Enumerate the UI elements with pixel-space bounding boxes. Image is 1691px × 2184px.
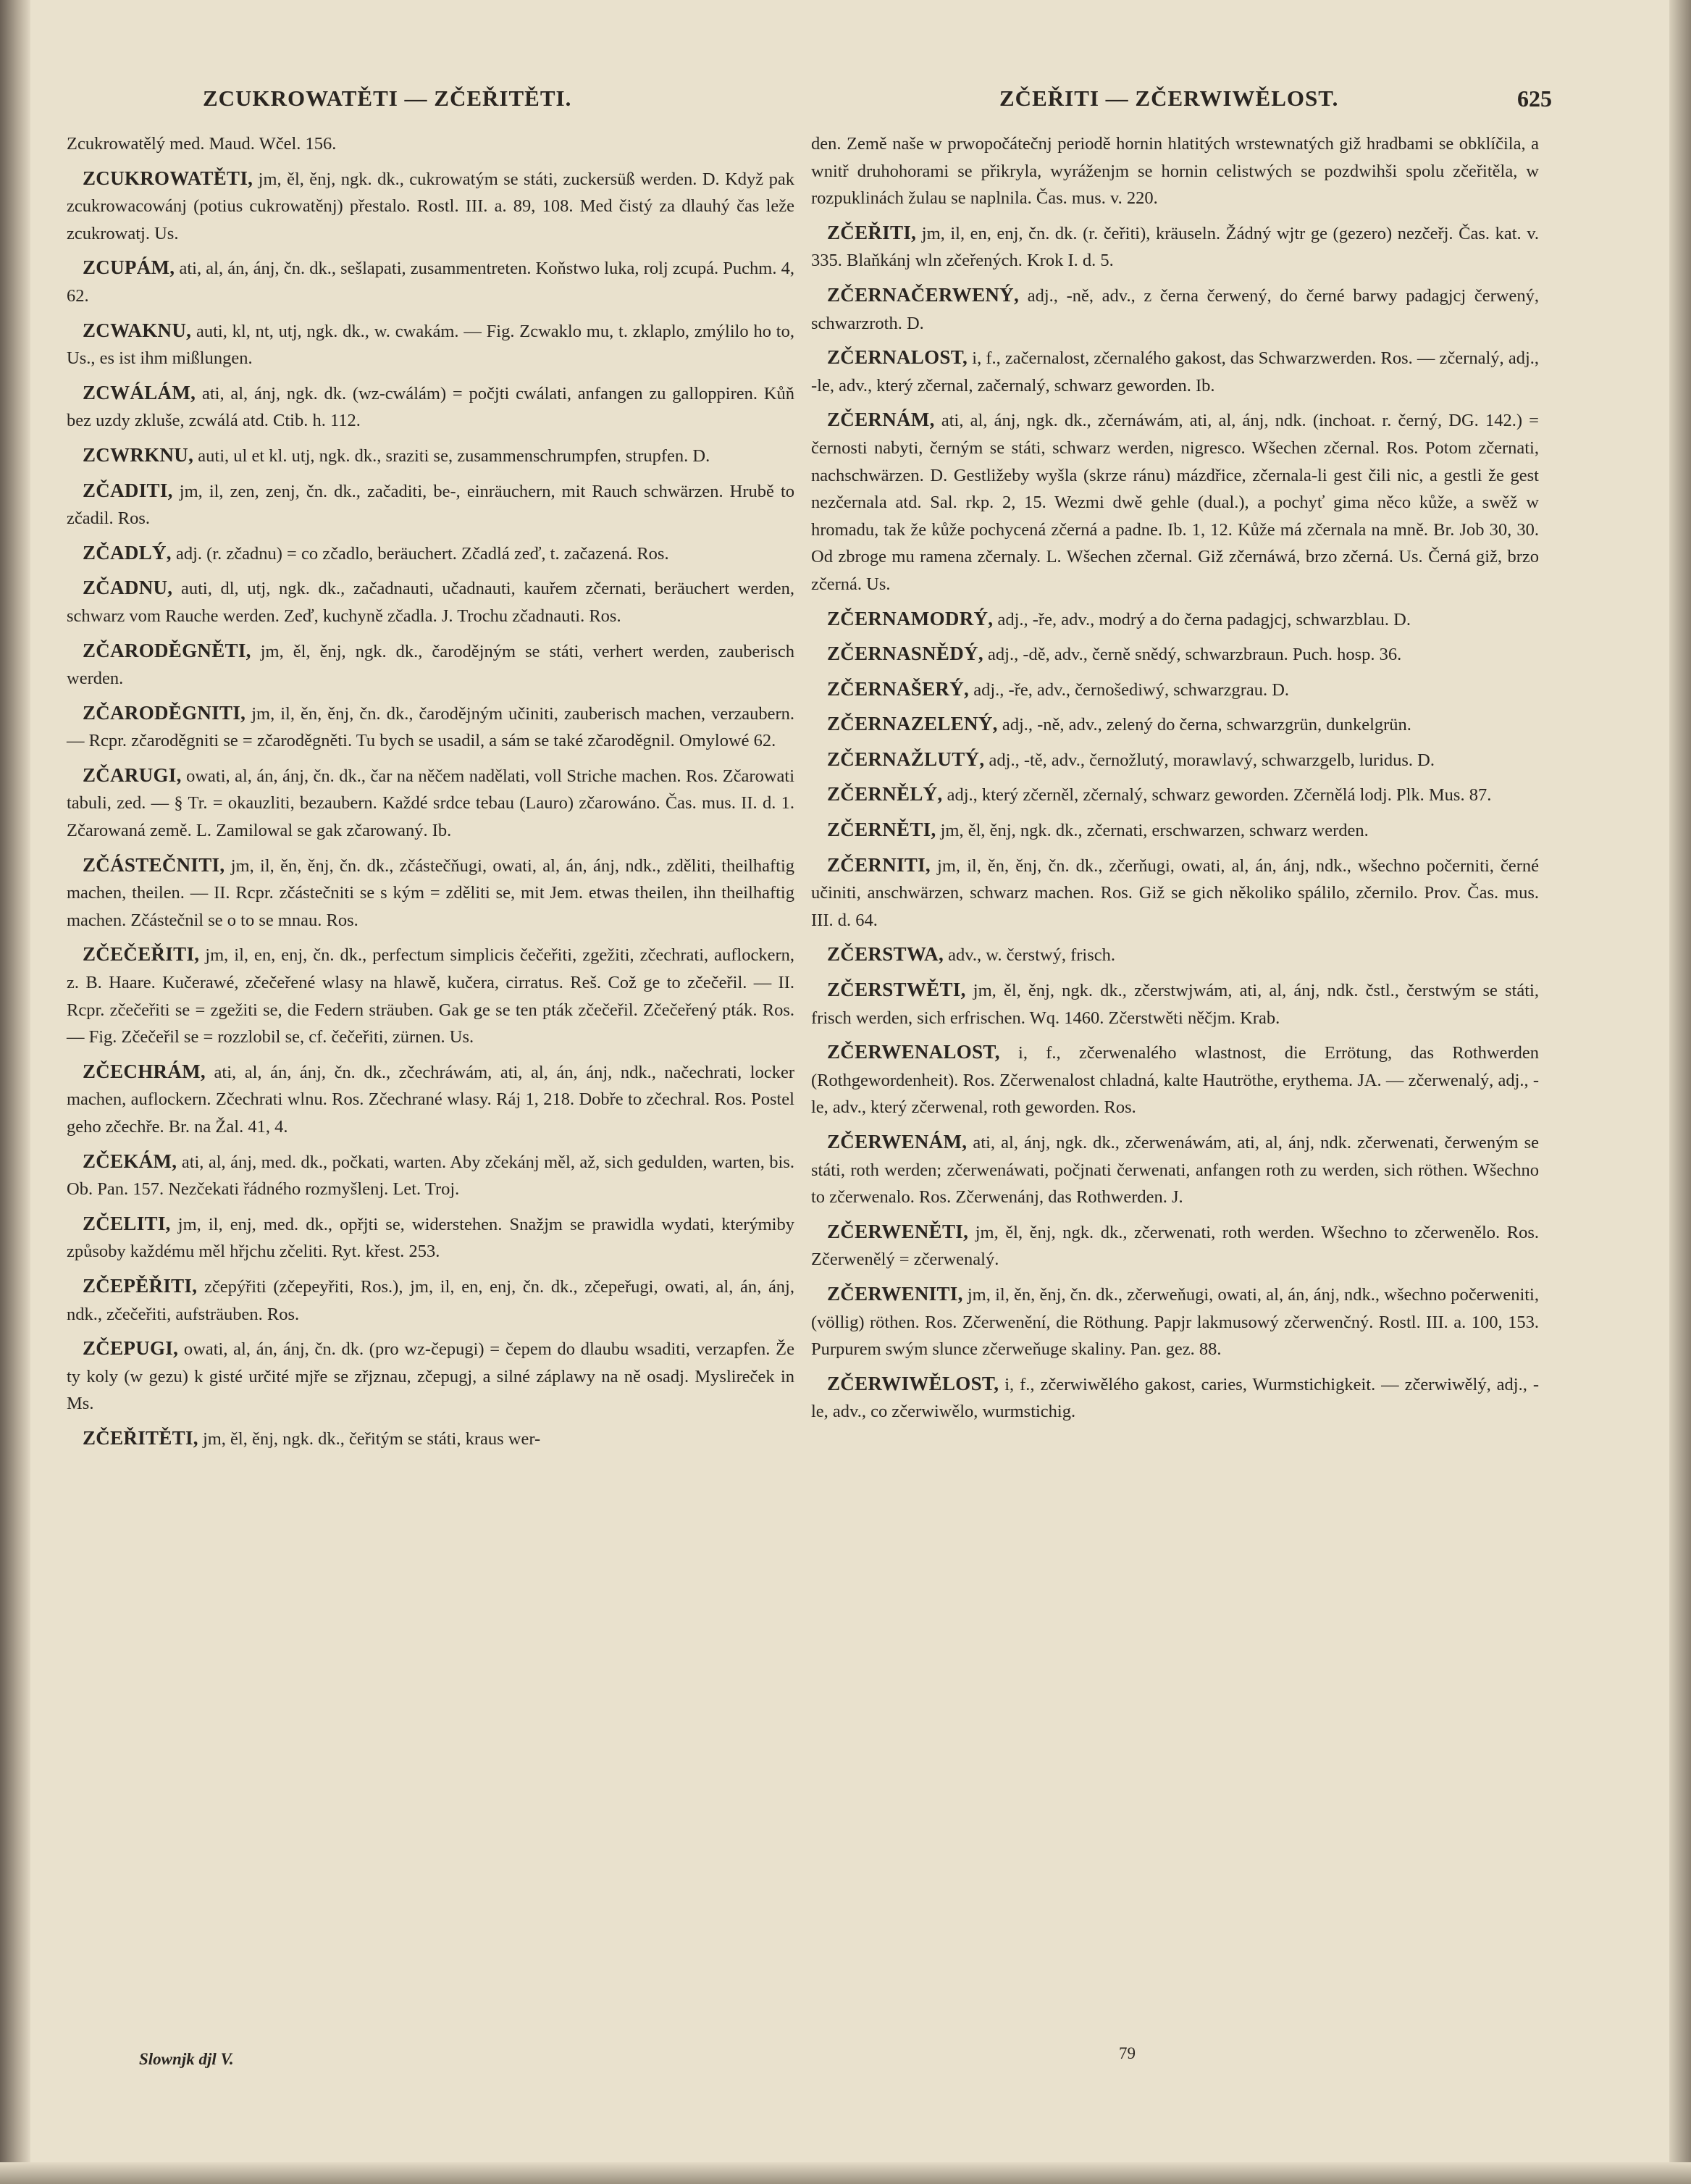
entry-headword: ZČECHRÁM, <box>83 1060 206 1082</box>
dictionary-entry <box>67 380 794 435</box>
entry-headword: ZČEŘITI, <box>827 221 917 243</box>
entry-headword: ZČERNÁM, <box>827 409 935 431</box>
entry-headword: ZČERNAMODRÝ, <box>827 607 994 629</box>
sheet-number: 79 <box>1119 2044 1136 2062</box>
entry-text: i, f., začernalost, zčernalého gakost, das Schwarzwerden. Ros. — zčernalý, adj., -le, adv., který zčernal, začernalý, schwarz geworden. Ib. <box>811 348 1539 396</box>
dictionary-entry <box>811 406 1539 598</box>
dictionary-entry <box>67 1210 794 1265</box>
dictionary-entry <box>67 477 794 532</box>
entry-text: jm, il, enj, med. dk., opřjti se, widerstehen. Snažjm se prawidla wydati, kterýmiby způsoby každému měl hřjchu zčeliti. Ryt. křest. 253. <box>67 1214 794 1262</box>
dictionary-entry <box>811 1129 1539 1211</box>
left-running-head: ZCUKROWATĚTI — ZČEŘITĚTI. <box>203 85 572 111</box>
dictionary-entry <box>67 852 794 934</box>
dictionary-entry <box>811 282 1539 337</box>
scan-edge-right <box>1669 0 1691 2184</box>
entry-headword: ZČERNĚLÝ, <box>827 783 943 806</box>
dictionary-entry <box>67 254 794 309</box>
dictionary-entry <box>67 762 794 845</box>
entry-headword: ZČEČEŘITI, <box>83 943 200 966</box>
right-running-head: ZČEŘITI — ZČERWIWĚLOST. <box>999 85 1339 111</box>
entry-headword: ZČERSTWĚTI, <box>827 979 966 1001</box>
entry-headword: ZČERWENÁM, <box>827 1131 968 1152</box>
dictionary-entry <box>67 1058 794 1141</box>
dictionary-entry <box>811 344 1539 399</box>
scan-edge-bottom <box>0 2162 1691 2184</box>
entry-text: jm, ěl, ěnj, ngk. dk., čeřitým se státi, kraus wer- <box>198 1428 541 1449</box>
entry-headword: ZČEŘITĚTI, <box>83 1426 198 1449</box>
entry-text: jm, ěl, ěnj, ngk. dk., zčernati, erschwarzen, schwarz werden. <box>936 821 1369 841</box>
entry-headword: ZCWRKNU, <box>83 443 194 466</box>
entry-text: ati, al, ánj, med. dk., počkati, warten. Aby zčekánj měl, až, sich gedulden, warten, bis. Ob. Pan. 157. Nezčekati řádného rozmyšlenj. Let. Troj. <box>67 1152 794 1200</box>
entry-headword: ZČADNU, <box>83 577 173 599</box>
entry-text: jm, il, ěn, ěnj, čn. dk., zčástečňugi, owati, al, án, ánj, ndk., zděliti, theilhaftig machen, theilen. — II. Rcpr. zčástečniti se s kým = zděliti se, mit Jem. etwas theilen, ihn theilhaftig machen. Zčástečnil se o to se mnau. Ros. <box>67 855 794 930</box>
dictionary-entry <box>811 1281 1539 1363</box>
entry-headword: ZCWÁLÁM, <box>83 381 196 403</box>
right-column <box>811 130 1539 1433</box>
entry-text: adj., -ře, adv., černošediwý, schwarzgrau. D. <box>969 679 1290 700</box>
left-column <box>67 130 794 1460</box>
entry-headword: ZČEPUGI, <box>83 1337 179 1360</box>
dictionary-entry <box>811 976 1539 1032</box>
entry-text: adv., w. čerstwý, frisch. <box>944 945 1115 966</box>
dictionary-entry <box>67 442 794 470</box>
dictionary-entry <box>811 711 1539 739</box>
dictionary-entry <box>67 700 794 755</box>
entry-headword: ZČERWENALOST, <box>827 1041 1000 1063</box>
entry-text: adj., -ně, adv., zelený do černa, schwarzgrün, dunkelgrün. <box>997 715 1411 735</box>
entry-text: Zcukrowatělý med. Maud. Wčel. 156. <box>67 134 337 154</box>
dictionary-entry <box>811 606 1539 634</box>
entry-text: adj., -ně, adv., z černa čerwený, do černé barwy padagjcj čerwený, schwarzroth. D. <box>811 285 1539 333</box>
entry-text: jm, ěl, ěnj, ngk. dk., zčerstwjwám, ati, al, ánj, ndk. čstl., čerstwým se státi, frisch werden, sich erfrischen. Wq. 1460. Zčerstwěti něčjm. Krab. <box>811 981 1539 1028</box>
entry-text: jm, il, ěn, ěnj, čn. dk., čarodějným učiniti, zauberisch machen, verzaubern. — Rcpr. zčaroděgniti se = zčaroděgněti. Tu bych se usadil, a sám se také zčaroděgnil. Omylowé 62. <box>67 703 794 751</box>
entry-headword: ZCUKROWATĚTI, <box>83 167 253 189</box>
entry-text: ati, al, án, ánj, čn. dk., sešlapati, zusammentreten. Koňstwo luka, rolj zcupá. Puchm. 4, 62. <box>67 259 794 306</box>
signature-mark: Slownjk djl V. <box>139 2050 234 2068</box>
entry-headword: ZČEPĚŘITI, <box>83 1274 198 1297</box>
entry-text: jm, ěl, ěnj, ngk. dk., zčerwenati, roth werden. Wšechno to zčerwenělo. Ros. Zčerwenělý = zčerwenalý. <box>811 1222 1539 1270</box>
page-number: 625 <box>1517 85 1552 112</box>
dictionary-entry <box>67 130 794 158</box>
dictionary-entry <box>67 1335 794 1418</box>
dictionary-entry <box>67 317 794 372</box>
entry-headword: ZČERNAZELENÝ, <box>827 713 998 735</box>
dictionary-entry <box>811 1218 1539 1273</box>
entry-text: jm, ěl, ěnj, ngk. dk., cukrowatým se státi, zuckersüß werden. D. Když pak zcukrowacowánj (potius cukrowatěnj) přestalo. Rostl. III. a. 89, 108. Med čistý za dlauhý čas leže zcukrowatj. Us. <box>67 169 794 243</box>
entry-text: adj. (r. zčadnu) = co zčadlo, beräuchert. Zčadlá zeď, t. začazená. Ros. <box>171 543 669 564</box>
entry-headword: ZČARODĚGNĚTI, <box>83 639 251 661</box>
entry-text: ati, al, ánj, ngk. dk., zčernáwám, ati, al, ánj, ndk. (inchoat. r. černý, DG. 142.) = černosti nabyti, černým se státi, schwarz werden, nigresco. Wšechen zčernal. Ros. Potom zčernati, nachschwärzen. D. Gestližeby wyšla (skrze ránu) mázdřice, zčernala-li gest čili nic, a gestli že gest nezčernala atd. Sal. rkp. 2, 15. Wezmi dwě gehle (dual.), a pochyť gima něco kůže, a swěž w hromadu, tak že kůže pochycená zčerná a padne. Ib. 1, 12. Kůže má zčernala na mně. Br. Job 30, 30. Od zbroge mu ramena zčernaly. L. Wšechen zčernal. Giž zčernáwá, brzo zčerná. Us. Černá giž, brzo zčerná. Us. <box>811 411 1539 594</box>
entry-text: auti, dl, utj, ngk. dk., začadnauti, učadnauti, kauřem zčernati, beräuchert werden, schwarz vom Rauche werden. Zeď, kuchyně zčadla. J. Trochu zčadnauti. Ros. <box>67 579 794 626</box>
dictionary-entry <box>811 781 1539 809</box>
entry-text: adj., -dě, adv., černě snědý, schwarzbraun. Puch. hosp. 36. <box>983 645 1402 665</box>
entry-text: ati, al, ánj, ngk. dk., zčerwenáwám, ati, al, ánj, ndk. zčerwenati, čerweným se státi, roth werden; zčerwenáwati, počjnati čerwenati, anfangen roth zu werden, sich röthen. Wšechno to zčerwenalo. Ros. Zčerwenánj, das Rothwerden. J. <box>811 1133 1539 1208</box>
entry-text: jm, il, en, enj, čn. dk. (r. čeřiti), kräuseln. Žádný wjtr ge (gezero) nezčeřj. Čas. kat. v. 335. Blaňkánj wln zčeřených. Krok I. d. 5. <box>811 223 1539 271</box>
dictionary-entry <box>67 1425 794 1453</box>
entry-text: den. Země naše w prwopočátečnj periodě hornin hlatitých wrstewnatých giž hradbami se obklíčila, a wnitř druhohorami se přikryla, wyráženjm se hornin celistwých se pozdwihši spolu zčeřitěla, w rozpuklinách žulau se naplnila. Čas. mus. v. 220. <box>811 134 1539 209</box>
dictionary-entry <box>67 1148 794 1203</box>
dictionary-entry <box>811 746 1539 774</box>
dictionary-entry <box>811 130 1539 212</box>
entry-headword: ZČERNĚTI, <box>827 819 936 841</box>
entry-headword: ZČÁSTEČNITI, <box>83 853 225 876</box>
scan-edge-left <box>0 0 30 2184</box>
entry-text: zčepýřiti (zčepeyřiti, Ros.), jm, il, en, enj, čn. dk., zčepeřugi, owati, al, án, ánj, ndk., zčečeřiti, aufsträuben. Ros. <box>67 1276 794 1324</box>
entry-text: owati, al, án, ánj, čn. dk., čar na něčem nadělati, voll Striche machen. Ros. Zčarowati tabuli, zed. — § Tr. = okauzliti, bezaubern. Každé srdce tebau (Lauro) zčarowáno. Čas. mus. II. d. 1. Zčarowaná země. L. Zamilowal se gak zčarowaný. Ib. <box>67 766 794 841</box>
dictionary-entry <box>67 165 794 248</box>
entry-text: ati, al, ánj, ngk. dk. (wz-cwálám) = počjti cwálati, anfangen zu galloppiren. Kůň bez uzdy zkluše, zcwálá atd. Ctib. h. 112. <box>67 383 794 431</box>
entry-text: jm, il, en, enj, čn. dk., perfectum simplicis čečeřiti, zgežiti, zčechrati, auflockern, z. B. Haare. Kučerawé, zčečeřené wlasy na hlawě, kučera, cirratus. Reš. Což ge to zčečeřil. — II. Rcpr. zčečeřiti se = zgežiti se, die Federn sträuben. Gak ge se ten pták zčečeřil. Zčečeřený pták. Ros. — Fig. Zčečeřil se = rozzlobil se, cf. čečeřiti, zürnen. Us. <box>67 945 794 1047</box>
entry-text: jm, ěl, ěnj, ngk. dk., čarodějným se státi, verhert werden, zauberisch werden. <box>67 641 794 689</box>
dictionary-entry <box>67 941 794 1050</box>
entry-headword: ZČERWIWĚLOST, <box>827 1372 999 1394</box>
dictionary-entry <box>67 1273 794 1328</box>
entry-text: i, f., zčerwenalého wlastnost, die Errötung, das Rothwerden (Rothgewordenheit). Ros. Zčerwenalost chladná, kalte Hautröthe, erythema. JA. — zčerwenalý, adj., -le, adv., který zčerwenal, roth geworden. Ros. <box>811 1043 1539 1118</box>
dictionary-entry <box>811 852 1539 934</box>
dictionary-entry <box>811 1039 1539 1121</box>
entry-headword: ZČARODĚGNITI, <box>83 701 246 724</box>
entry-headword: ZČERWENĚTI, <box>827 1220 969 1242</box>
entry-headword: ZČEKÁM, <box>83 1150 177 1172</box>
entry-text: adj., -ře, adv., modrý a do černa padagjcj, schwarzblau. D. <box>993 609 1411 629</box>
entry-text: jm, il, zen, zenj, čn. dk., začaditi, be-, einräuchern, mit Rauch schwärzen. Hrubě to zčadil. Ros. <box>67 481 794 529</box>
entry-text: auti, kl, nt, utj, ngk. dk., w. cwakám. — Fig. Zcwaklo mu, t. zklaplo, zmýlilo ho to, Us., es ist ihm mißlungen. <box>67 321 794 369</box>
entry-headword: ZCUPÁM, <box>83 256 175 279</box>
entry-text: jm, il, ěn, ěnj, čn. dk., zčerňugi, owati, al, án, ánj, ndk., wšechno počerniti, černé učiniti, anschwärzen, schwarz machen. Ros. Giž se gich několiko spálilo, zčernilo. Prov. Čas. mus. III. d. 64. <box>811 855 1539 930</box>
entry-text: owati, al, án, ánj, čn. dk. (pro wz-čepugi) = čepem do dlaubu wsaditi, verzapfen. Že ty koly (w gezu) k gisté určité mjře se zřjznau, zčepugj, a silné záplawy na ně osadj. Myslireček in Ms. <box>67 1339 794 1414</box>
entry-headword: ZČADITI, <box>83 479 173 501</box>
entry-headword: ZČERSTWA, <box>827 943 944 966</box>
entry-text: ati, al, án, ánj, čn. dk., zčechráwám, ati, al, án, ánj, ndk., načechrati, locker machen, auflockern. Zčechrati wlnu. Ros. Zčechrané wlasy. Ráj 1, 218. Dobře to zčechral. Ros. Postel geho zčechře. Br. na Žal. 41, 4. <box>67 1062 794 1137</box>
entry-headword: ZČERWENITI, <box>827 1282 963 1305</box>
entry-headword: ZČADLÝ, <box>83 541 172 564</box>
entry-headword: ZČERNAČERWENÝ, <box>827 283 1020 306</box>
dictionary-entry <box>67 637 794 693</box>
dictionary-entry <box>811 1371 1539 1426</box>
entry-headword: ZČERNALOST, <box>827 346 968 369</box>
entry-text: auti, ul et kl. utj, ngk. dk., sraziti se, zusammenschrumpfen, strupfen. D. <box>193 445 710 466</box>
entry-headword: ZČERNAŽLUTÝ, <box>827 748 985 770</box>
entry-text: adj., který zčerněl, zčernalý, schwarz geworden. Zčernělá lodj. Plk. Mus. 87. <box>942 785 1492 806</box>
entry-headword: ZČERNITI, <box>827 853 931 876</box>
dictionary-entry <box>67 574 794 629</box>
dictionary-entry <box>811 219 1539 275</box>
dictionary-entry <box>811 816 1539 845</box>
entry-text: adj., -tě, adv., černožlutý, morawlavý, schwarzgelb, luridus. D. <box>984 750 1435 770</box>
dictionary-entry <box>811 941 1539 969</box>
dictionary-entry <box>67 540 794 568</box>
entry-headword: ZČERNASNĚDÝ, <box>827 643 983 665</box>
dictionary-entry <box>811 676 1539 704</box>
entry-headword: ZČELITI, <box>83 1212 171 1234</box>
entry-headword: ZČERNAŠERÝ, <box>827 677 970 700</box>
entry-headword: ZČARUGI, <box>83 763 182 786</box>
entry-text: jm, il, ěn, ěnj, čn. dk., zčerweňugi, owati, al, án, ánj, ndk., wšechno počerweniti, (völlig) röthen. Ros. Zčerwenění, die Röthung. Papjr lakmusowý zčerwenčný. Rostl. III. a. 100, 153. Purpurem swým slunce zčerweňuge skaliny. Pan. gez. 88. <box>811 1284 1539 1360</box>
dictionary-entry <box>811 640 1539 669</box>
entry-text: i, f., zčerwiwělého gakost, caries, Wurmstichigkeit. — zčerwiwělý, adj., -le, adv., co zčerwiwělo, wurmstichig. <box>811 1374 1539 1422</box>
entry-headword: ZCWAKNU, <box>83 319 192 341</box>
